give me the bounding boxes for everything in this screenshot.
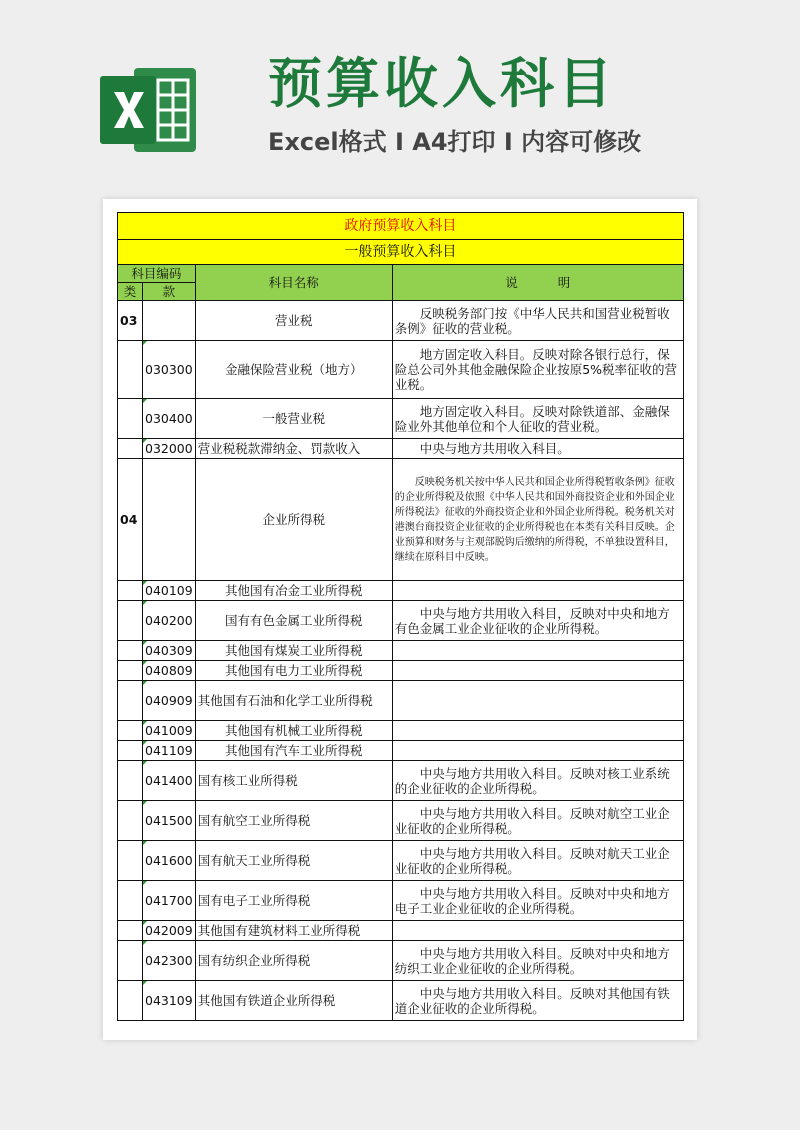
cell-desc	[392, 741, 683, 761]
table-row	[118, 801, 684, 841]
table-row	[118, 921, 684, 941]
page-title: 预算收入科目	[268, 52, 616, 115]
table-row	[118, 981, 684, 1021]
cell-lei	[118, 981, 143, 1021]
cell-kuan: 041600	[143, 841, 196, 881]
cell-name: 营业税	[195, 301, 392, 341]
cell-name: 其他国有电力工业所得税	[195, 661, 392, 681]
cell-desc	[392, 721, 683, 741]
cell-kuan: 040909	[143, 681, 196, 721]
cell-name: 国有有色金属工业所得税	[195, 601, 392, 641]
cell-lei	[118, 399, 143, 439]
cell-kuan: 042009	[143, 921, 196, 941]
cell-name: 国有电子工业所得税	[195, 881, 392, 921]
cell-kuan	[143, 459, 196, 581]
sheet-title-row	[118, 213, 684, 240]
cell-name: 其他国有铁道企业所得税	[195, 981, 392, 1021]
table-row	[118, 301, 684, 341]
cell-desc: 地方固定收入科目。反映对除铁道部、金融保险业外其他单位和个人征收的营业税。	[392, 399, 683, 439]
cell-lei	[118, 941, 143, 981]
cell-lei	[118, 581, 143, 601]
cell-desc: 反映税务机关按中华人民共和国企业所得税暂收条例》征收的企业所得税及依照《中华人民共和国外商投资企业和外国企业所得税法》征收的外商投资企业和外国企业所得税。税务机关对港澳台商投资企业征收的企业所得税也在本类有关科目反映。企业预算和财务与主观部脱钩后缴纳的所得税，不单独设置科目，继续在原科目中反映。	[392, 459, 683, 581]
table-row	[118, 761, 684, 801]
cell-kuan: 043109	[143, 981, 196, 1021]
table-row	[118, 881, 684, 921]
cell-kuan: 041009	[143, 721, 196, 741]
cell-name: 金融保险营业税（地方）	[195, 341, 392, 399]
cell-desc	[392, 581, 683, 601]
cell-lei	[118, 881, 143, 921]
col-desc-header: 说 明	[392, 265, 683, 301]
cell-kuan: 041109	[143, 741, 196, 761]
table-row	[118, 439, 684, 459]
sheet-title: 政府预算收入科目	[118, 213, 684, 240]
col-code-group-header: 科目编码	[118, 265, 196, 283]
cell-kuan: 030300	[143, 341, 196, 399]
cell-kuan: 040109	[143, 581, 196, 601]
cell-lei: 04	[118, 459, 143, 581]
cell-name: 国有航空工业所得税	[195, 801, 392, 841]
col-lei-header: 类	[118, 283, 143, 301]
cell-lei	[118, 341, 143, 399]
cell-lei	[118, 801, 143, 841]
cell-kuan: 030400	[143, 399, 196, 439]
cell-name: 其他国有汽车工业所得税	[195, 741, 392, 761]
budget-table	[117, 212, 684, 1021]
cell-name: 其他国有煤炭工业所得税	[195, 641, 392, 661]
cell-kuan: 042300	[143, 941, 196, 981]
cell-lei	[118, 601, 143, 641]
cell-desc: 中央与地方共用收入科目。反映对核工业系统的企业征收的企业所得税。	[392, 761, 683, 801]
cell-lei	[118, 921, 143, 941]
cell-name: 其他国有机械工业所得税	[195, 721, 392, 741]
cell-lei: 03	[118, 301, 143, 341]
cell-name: 国有纺织企业所得税	[195, 941, 392, 981]
cell-lei	[118, 439, 143, 459]
cell-kuan: 040309	[143, 641, 196, 661]
cell-desc: 地方固定收入科目。反映对除各银行总行，保险总公司外其他金融保险企业按原5%税率征收的营业税。	[392, 341, 683, 399]
cell-kuan: 041700	[143, 881, 196, 921]
sheet-subtitle: 一般预算收入科目	[118, 240, 684, 265]
table-row	[118, 841, 684, 881]
cell-name: 其他国有石油和化学工业所得税	[195, 681, 392, 721]
cell-lei	[118, 841, 143, 881]
cell-desc	[392, 921, 683, 941]
cell-kuan: 041500	[143, 801, 196, 841]
excel-logo-icon	[100, 60, 198, 160]
table-row	[118, 741, 684, 761]
cell-lei	[118, 681, 143, 721]
cell-name: 国有航天工业所得税	[195, 841, 392, 881]
col-name-header: 科目名称	[195, 265, 392, 301]
cell-lei	[118, 661, 143, 681]
cell-kuan: 040200	[143, 601, 196, 641]
cell-desc	[392, 641, 683, 661]
table-row	[118, 601, 684, 641]
page-subtitle: Excel格式 I A4打印 I 内容可修改	[268, 128, 642, 156]
cell-desc: 中央与地方共用收入科目。	[392, 439, 683, 459]
cell-name: 国有核工业所得税	[195, 761, 392, 801]
cell-lei	[118, 641, 143, 661]
table-row	[118, 681, 684, 721]
cell-name: 营业税税款滞纳金、罚款收入	[195, 439, 392, 459]
cell-lei	[118, 741, 143, 761]
table-row	[118, 721, 684, 741]
cell-name: 其他国有建筑材料工业所得税	[195, 921, 392, 941]
cell-desc	[392, 661, 683, 681]
cell-desc: 反映税务部门按《中华人民共和国营业税暂收条例》征收的营业税。	[392, 301, 683, 341]
col-kuan-header: 款	[143, 283, 196, 301]
cell-desc: 中央与地方共用收入科目，反映对中央和地方有色金属工业企业征收的企业所得税。	[392, 601, 683, 641]
cell-kuan	[143, 301, 196, 341]
table-row	[118, 641, 684, 661]
table-row	[118, 661, 684, 681]
cell-name: 其他国有冶金工业所得税	[195, 581, 392, 601]
cell-kuan: 040809	[143, 661, 196, 681]
header-row-1	[118, 265, 684, 283]
table-row	[118, 399, 684, 439]
cell-desc: 中央与地方共用收入科目。反映对其他国有铁道企业征收的企业所得税。	[392, 981, 683, 1021]
cell-lei	[118, 721, 143, 741]
cell-kuan: 032000	[143, 439, 196, 459]
cell-name: 企业所得税	[195, 459, 392, 581]
sheet-subtitle-row	[118, 240, 684, 265]
cell-name: 一般营业税	[195, 399, 392, 439]
cell-lei	[118, 761, 143, 801]
cell-kuan: 041400	[143, 761, 196, 801]
table-row	[118, 581, 684, 601]
table-row	[118, 341, 684, 399]
cell-desc: 中央与地方共用收入科目。反映对航天工业企业征收的企业所得税。	[392, 841, 683, 881]
cell-desc: 中央与地方共用收入科目。反映对中央和地方纺织工业企业征收的企业所得税。	[392, 941, 683, 981]
cell-desc: 中央与地方共用收入科目。反映对航空工业企业征收的企业所得税。	[392, 801, 683, 841]
cell-desc: 中央与地方共用收入科目。反映对中央和地方电子工业企业征收的企业所得税。	[392, 881, 683, 921]
table-row	[118, 459, 684, 581]
cell-desc	[392, 681, 683, 721]
table-row	[118, 941, 684, 981]
